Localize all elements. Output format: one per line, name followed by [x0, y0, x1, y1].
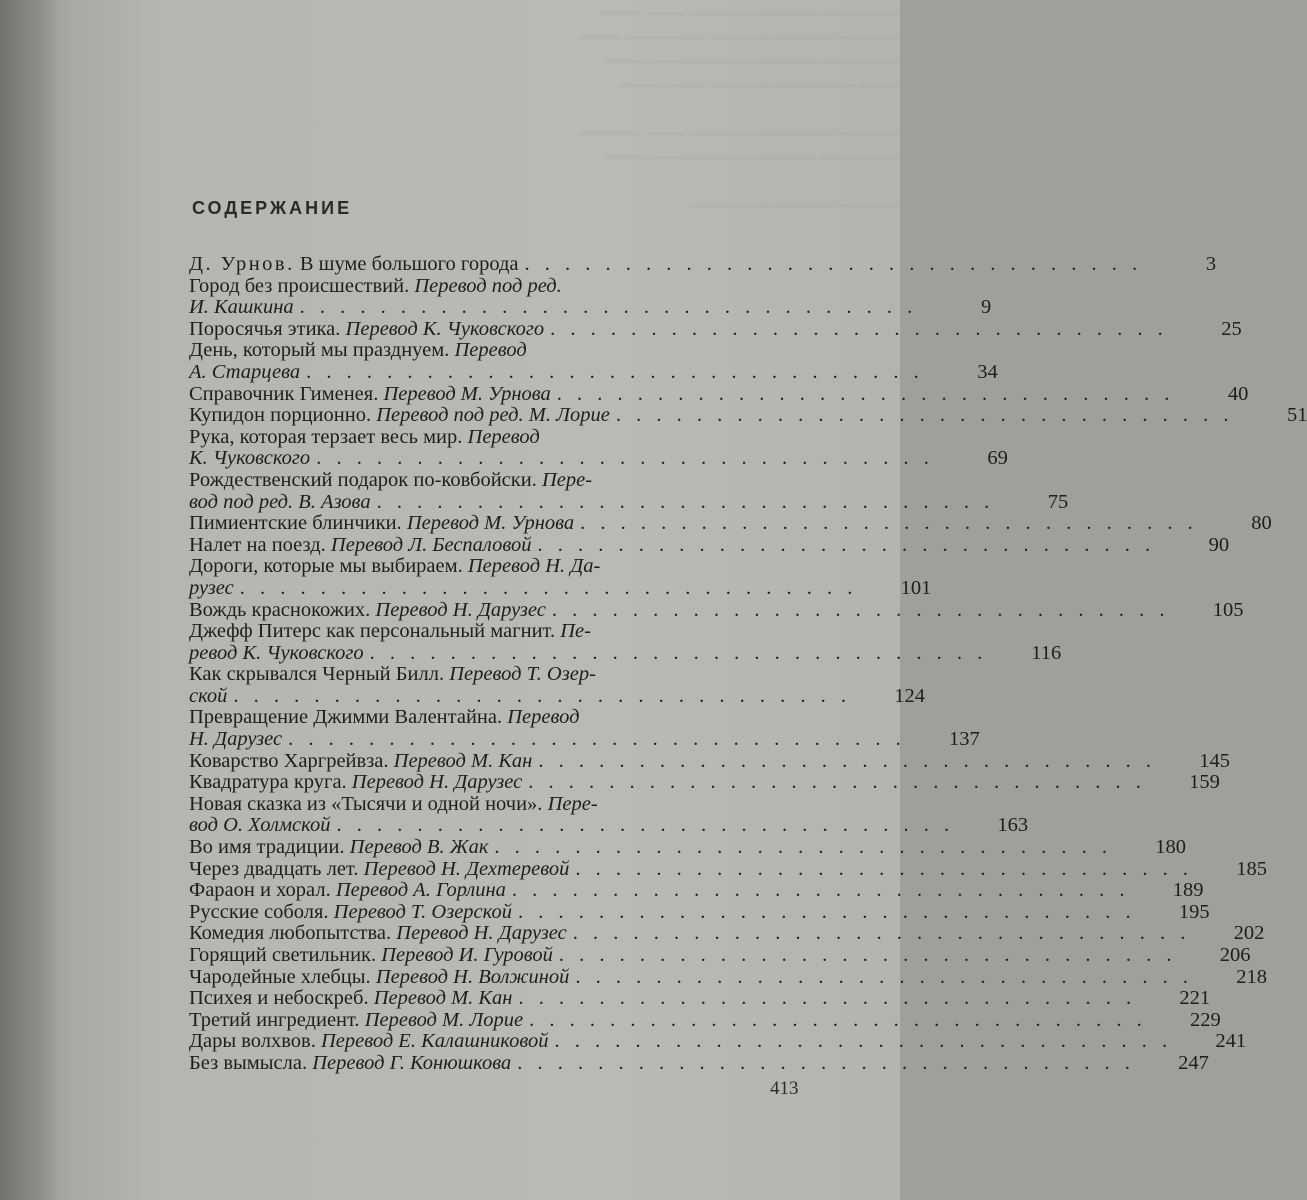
dot-leader: . . . . . . . . . . . . . . . . . . . . . . . . . . . . . . .: [376, 490, 995, 513]
toc-entry-line: [189, 447, 1008, 470]
dot-leader: . . . . . . . . . . . . . . . . . . . . . . . . . . . . . . .: [369, 641, 988, 664]
dot-leader: . . . . . . . . . . . . . . . . . . . . . . . . . . . . . . .: [336, 814, 955, 837]
toc-page-number: 247: [1178, 1051, 1209, 1074]
story-title: Фараон и хорал.: [189, 879, 336, 902]
toc-entry: [189, 965, 1268, 989]
translator-credit: Перевод М. Кан: [373, 987, 513, 1010]
story-title: Как скрывался Черный Билл.: [189, 663, 450, 686]
toc-entry-line: [189, 987, 1211, 1010]
translator-credit: Перевод М. Кан: [393, 749, 533, 772]
toc-entry-line: [189, 857, 1267, 881]
story-title: Без вымысла.: [189, 1051, 313, 1074]
toc-page-number: 159: [1189, 771, 1220, 794]
toc-entry: [189, 1030, 1247, 1053]
story-title: Во имя традиции.: [189, 836, 350, 859]
toc-page-number: 25: [1221, 317, 1242, 340]
toc-page-number: 34: [977, 360, 998, 383]
toc-entry: [189, 317, 1242, 341]
dot-leader: . . . . . . . . . . . . . . . . . . . . . . . . . . . . . . .: [550, 317, 1168, 340]
translator-credit: Перевод Г. Конюшкова: [312, 1051, 512, 1074]
toc-entry-line: [189, 512, 1272, 535]
toc-entry-line: [189, 728, 980, 751]
toc-page-number: 202: [1233, 922, 1265, 945]
toc-entry-title: [189, 707, 579, 729]
toc-entry-title: [189, 276, 562, 298]
toc-entry: [189, 620, 1062, 664]
toc-entry-title: [189, 600, 546, 622]
toc-entry-line: [189, 836, 1187, 859]
toc-entry-title: [189, 427, 540, 449]
story-title: Поросячья этика.: [189, 317, 346, 340]
dot-leader: . . . . . . . . . . . . . . . . . . . . . . . . . . . . . . .: [517, 1051, 1135, 1074]
toc-entry-line: [189, 794, 734, 816]
toc-entry-title: [189, 859, 569, 881]
translator-credit: Перевод под ред. М. Лорие: [376, 404, 610, 427]
toc-entry-line: [189, 490, 1069, 514]
toc-entry-line: [189, 707, 734, 729]
story-title: Комедия любопытства.: [189, 922, 397, 945]
toc-entry-line: [189, 556, 734, 578]
story-title: Рука, которая терзает весь мир.: [189, 425, 468, 448]
toc-entry-line: [189, 641, 1062, 665]
translator-credit: Перевод Н. Волжиной: [375, 965, 570, 988]
toc-entry-title: [189, 340, 527, 362]
page-number: 413: [770, 1078, 799, 1099]
translator-credit: Н. Дарузес: [189, 728, 283, 751]
toc-entry-line: [189, 470, 734, 492]
story-title: Город без происшествий.: [189, 274, 415, 297]
toc-entry-line: [189, 771, 1220, 794]
toc-entry-title: [189, 448, 310, 470]
dot-leader: . . . . . . . . . . . . . . . . . . . . . . . . . . . . . . .: [517, 900, 1136, 923]
toc-page-number: 145: [1199, 749, 1230, 772]
toc-entry-line: [189, 664, 734, 686]
toc-entry-title: [189, 794, 598, 816]
translator-credit: Перевод Н. Дехтеревой: [363, 857, 570, 880]
translator-credit: Перевод М. Урнова: [383, 382, 551, 405]
translator-credit: вод под ред. В. Азова: [189, 490, 371, 513]
translator-credit: Перевод: [467, 425, 540, 448]
toc-entry: [189, 274, 992, 319]
toc-page-number: 206: [1219, 944, 1251, 966]
translator-credit: Перевод И. Гуровой: [381, 944, 553, 966]
story-title: Дороги, которые мы выбираем.: [189, 555, 468, 578]
dot-leader: . . . . . . . . . . . . . . . . . . . . . . . . . . . . . . .: [494, 836, 1113, 859]
toc-entry: [189, 836, 1187, 859]
story-title: Пимиентские блинчики.: [189, 512, 407, 535]
dot-leader: . . . . . . . . . . . . . . . . . . . . . . . . . . . . . . .: [556, 382, 1175, 405]
translator-credit: Перевод Т. Озер-: [449, 663, 596, 686]
toc-entry-line: [189, 598, 1244, 622]
toc-entry-line: [189, 922, 1265, 945]
toc-entry: [189, 792, 1029, 837]
translator-credit: ревод К. Чуковского: [189, 641, 364, 664]
story-title: Джефф Питерс как персональный магнит.: [189, 620, 561, 643]
translator-credit: Перевод Е. Калашниковой: [320, 1030, 549, 1053]
translator-credit: Пе-: [560, 620, 591, 643]
toc-page-number: 221: [1179, 987, 1211, 1010]
toc-entry-title: [189, 1010, 523, 1032]
dot-leader: . . . . . . . . . . . . . . . . . . . . . . . . . . . . . . .: [575, 857, 1193, 880]
translator-credit: А. Старцева: [189, 360, 301, 383]
dot-leader: . . . . . . . . . . . . . . . . . . . . . . . . . . . . . . .: [511, 879, 1130, 902]
dot-leader: . . . . . . . . . . . . . . . . . . . . . . . . . . . . . . .: [288, 728, 906, 751]
toc-entry-title: [189, 772, 522, 794]
toc-entry-line: [189, 1030, 1247, 1053]
toc-entry: [189, 555, 932, 599]
toc-entry-title: [189, 470, 592, 492]
dot-leader: . . . . . . . . . . . . . . . . . . . . . . . . . . . . . . .: [529, 1008, 1147, 1031]
story-title: День, который мы празднуем.: [189, 339, 455, 362]
toc-entry-line: [189, 253, 1217, 276]
toc-page-number: 189: [1172, 879, 1204, 902]
translator-credit: Перевод под ред.: [414, 274, 562, 297]
toc-entry-title: [189, 578, 234, 600]
toc-entry-title: [189, 664, 596, 686]
toc-page-number: 163: [997, 814, 1029, 837]
toc-entry-line: [189, 621, 734, 643]
toc-entry-title: [189, 751, 532, 773]
toc-entry-title: [189, 556, 600, 578]
toc-entry-title: [189, 254, 519, 276]
toc-entry-title: [189, 902, 512, 924]
toc-page-number: 229: [1189, 1008, 1221, 1031]
toc-page-number: 241: [1215, 1030, 1247, 1053]
toc-entry-line: [189, 965, 1268, 989]
story-title: Дары волхвов.: [189, 1030, 321, 1053]
translator-credit: Перевод Н. Дарузес: [351, 771, 523, 794]
toc-entry: [189, 771, 1220, 794]
toc-entry-line: [189, 427, 734, 449]
dot-leader: . . . . . . . . . . . . . . . . . . . . . . . . . . . . . . .: [572, 922, 1191, 945]
story-title: Рождественский подарок по-ковбойски.: [189, 468, 542, 491]
toc-entry-line: [189, 576, 932, 600]
translator-credit: Перевод М. Урнова: [406, 512, 575, 535]
toc-entry-title: [189, 837, 488, 859]
toc-entry: [189, 468, 1069, 513]
toc-entry: [189, 339, 998, 383]
toc-page-number: 40: [1227, 382, 1249, 405]
translator-credit: Пере-: [541, 468, 593, 491]
toc-entry-title: [189, 988, 512, 1010]
story-title: Через двадцать лет.: [189, 857, 364, 880]
story-title: Горящий светильник.: [189, 944, 382, 966]
toc-page-number: 218: [1236, 965, 1268, 988]
toc-page-number: 69: [987, 447, 1008, 470]
toc-entry: [189, 663, 926, 707]
dot-leader: . . . . . . . . . . . . . . . . . . . . . . . . . . . . . . .: [233, 684, 852, 707]
toc-entry: [189, 598, 1244, 622]
toc-page-number: 180: [1155, 836, 1187, 859]
toc-entry-title: [189, 815, 330, 837]
toc-entry-line: [189, 814, 1029, 837]
dot-leader: . . . . . . . . . . . . . . . . . . . . . . . . . . . . . . .: [316, 447, 934, 470]
translator-credit: Перевод К. Чуковского: [345, 317, 545, 340]
toc-entry: [189, 1051, 1209, 1075]
dot-leader: . . . . . . . . . . . . . . . . . . . . . . . . . . . . . . .: [524, 253, 1143, 275]
toc-entry-title: [189, 880, 506, 902]
translator-credit: Перевод Н. Дарузес: [396, 922, 567, 945]
translator-credit: И. Кашкина: [189, 296, 294, 319]
toc-entry-title: [189, 967, 569, 989]
toc-entry-title: [189, 729, 282, 751]
dot-leader: . . . . . . . . . . . . . . . . . . . . . . . . . . . . . . .: [518, 987, 1137, 1010]
story-title: Вождь краснокожих.: [189, 598, 376, 621]
show-through-text: ———— ——— ——— —— —— ——— ——— ——— ———— —— ———— ——— ————— —— —— ———— ——— —— —— ——— ———— ——— —— ——— ———— ——— ————— —— ——— ——— ————: [580, 1, 900, 215]
dot-leader: . . . . . . . . . . . . . . . . . . . . . . . . . . . . . . .: [306, 360, 924, 383]
toc-entry: [189, 987, 1211, 1010]
toc-entry-line: [189, 382, 1249, 406]
story-title: Русские соболя.: [189, 900, 334, 923]
dot-leader: . . . . . . . . . . . . . . . . . . . . . . . . . . . . . . .: [580, 512, 1198, 535]
toc-entry-line: [189, 276, 734, 298]
translator-credit: Перевод Т. Озерской: [333, 900, 512, 923]
toc-entry: [189, 749, 1230, 773]
toc-entry: [189, 857, 1267, 881]
toc-entry: [189, 1008, 1221, 1032]
toc-entry: [189, 253, 1217, 276]
toc-entry-title: [189, 319, 544, 341]
translator-credit: ской: [189, 684, 228, 707]
story-title: Налет на поезд.: [189, 533, 331, 556]
toc-entry-line: [189, 749, 1230, 773]
toc-entry-title: [189, 362, 300, 384]
table-of-contents: [189, 253, 1307, 1075]
toc-entry-title: [189, 1031, 548, 1053]
toc-entry: [189, 922, 1265, 945]
toc-entry-line: [189, 360, 998, 384]
story-title: Чародейные хлебцы.: [189, 965, 376, 988]
story-title: В шуме большого города: [294, 253, 519, 275]
story-title: Д. Урнов.: [189, 253, 295, 275]
dot-leader: . . . . . . . . . . . . . . . . . . . . . . . . . . . . . . .: [615, 404, 1234, 427]
toc-entry: [189, 512, 1272, 535]
toc-page-number: 195: [1178, 900, 1210, 923]
translator-credit: Перевод Л. Беспаловой: [330, 533, 532, 556]
story-title: Справочник Гименея.: [189, 382, 384, 405]
toc-entry: [189, 425, 1008, 470]
translator-credit: Перевод Н. Да-: [467, 555, 601, 578]
translator-credit: Перевод Н. Дарузес: [375, 598, 546, 621]
story-title: Новая сказка из «Тысячи и одной ночи».: [189, 792, 548, 815]
toc-entry-title: [189, 621, 591, 643]
dot-leader: . . . . . . . . . . . . . . . . . . . . . . . . . . . . . . .: [299, 296, 918, 319]
dot-leader: . . . . . . . . . . . . . . . . . . . . . . . . . . . . . . .: [538, 749, 1156, 772]
toc-page-number: 9: [981, 296, 992, 319]
story-title: Купидон порционно.: [189, 404, 377, 427]
toc-entry-line: [189, 944, 1251, 967]
toc-entry-line: [189, 533, 1230, 557]
dot-leader: . . . . . . . . . . . . . . . . . . . . . . . . . . . . . . .: [537, 533, 1156, 556]
toc-page-number: 101: [900, 576, 932, 599]
toc-entry-title: [189, 923, 567, 945]
translator-credit: рузес: [189, 576, 234, 599]
toc-entry-line: [189, 1051, 1209, 1075]
toc-entry-title: [189, 643, 364, 665]
page-gutter-shadow: [0, 0, 58, 1200]
toc-page-number: 116: [1031, 641, 1062, 664]
toc-entry: [189, 706, 980, 751]
dot-leader: . . . . . . . . . . . . . . . . . . . . . . . . . . . . . . .: [558, 944, 1177, 966]
story-title: Третий ингредиент.: [189, 1008, 365, 1031]
contents-heading: СОДЕРЖАНИЕ: [192, 198, 353, 218]
toc-entry-title: [189, 535, 532, 557]
translator-credit: вод О. Холмской: [189, 814, 331, 837]
translator-credit: Перевод А. Горлина: [335, 879, 506, 902]
toc-entry-line: [189, 317, 1242, 341]
dot-leader: . . . . . . . . . . . . . . . . . . . . . . . . . . . . . . .: [554, 1030, 1173, 1053]
toc-page-number: 105: [1212, 598, 1244, 621]
toc-entry: [189, 900, 1210, 924]
dot-leader: . . . . . . . . . . . . . . . . . . . . . . . . . . . . . . .: [239, 576, 858, 599]
toc-entry-line: [189, 340, 734, 362]
story-title: Превращение Джимми Валентайна.: [189, 706, 508, 729]
translator-credit: Перевод: [454, 339, 527, 362]
story-title: Коварство Харгрейвза.: [189, 749, 394, 772]
toc-entry-line: [189, 296, 992, 319]
toc-page-number: 137: [948, 728, 980, 751]
toc-entry-line: [189, 684, 926, 708]
toc-page-number: 75: [1047, 490, 1069, 513]
toc-page-number: 90: [1208, 533, 1230, 556]
toc-entry-title: [189, 297, 294, 319]
toc-entry-title: [189, 405, 610, 427]
toc-page-number: 185: [1236, 857, 1267, 880]
dot-leader: . . . . . . . . . . . . . . . . . . . . . . . . . . . . . . .: [528, 771, 1146, 794]
toc-entry: [189, 944, 1251, 967]
toc-entry-title: [189, 686, 227, 708]
toc-page-number: 124: [894, 684, 926, 707]
toc-entry-title: [189, 492, 371, 514]
dot-leader: . . . . . . . . . . . . . . . . . . . . . . . . . . . . . . .: [551, 598, 1170, 621]
toc-entry-title: [189, 945, 553, 967]
toc-entry-line: [189, 404, 1307, 427]
toc-entry-line: [189, 1008, 1221, 1032]
translator-credit: Перевод В. Жак: [349, 836, 489, 859]
toc-entry: [189, 879, 1204, 902]
translator-credit: Перевод М. Лорие: [364, 1008, 524, 1031]
story-title: Квадратура круга.: [189, 771, 352, 794]
toc-entry: [189, 533, 1230, 557]
toc-page-number: 3: [1205, 253, 1217, 275]
toc-entry-line: [189, 900, 1210, 924]
translator-credit: Пере-: [547, 792, 598, 815]
toc-entry: [189, 382, 1249, 406]
toc-entry-title: [189, 384, 551, 406]
toc-page-number: 51: [1286, 404, 1307, 427]
translator-credit: Перевод: [507, 706, 580, 729]
toc-entry-line: [189, 879, 1204, 902]
dot-leader: . . . . . . . . . . . . . . . . . . . . . . . . . . . . . . .: [575, 965, 1194, 988]
toc-entry-title: [189, 513, 574, 535]
toc-entry-title: [189, 1053, 511, 1075]
toc-page-number: 80: [1251, 512, 1272, 535]
story-title: Психея и небоскреб.: [189, 987, 374, 1010]
toc-entry: [189, 404, 1307, 427]
translator-credit: К. Чуковского: [189, 447, 311, 470]
